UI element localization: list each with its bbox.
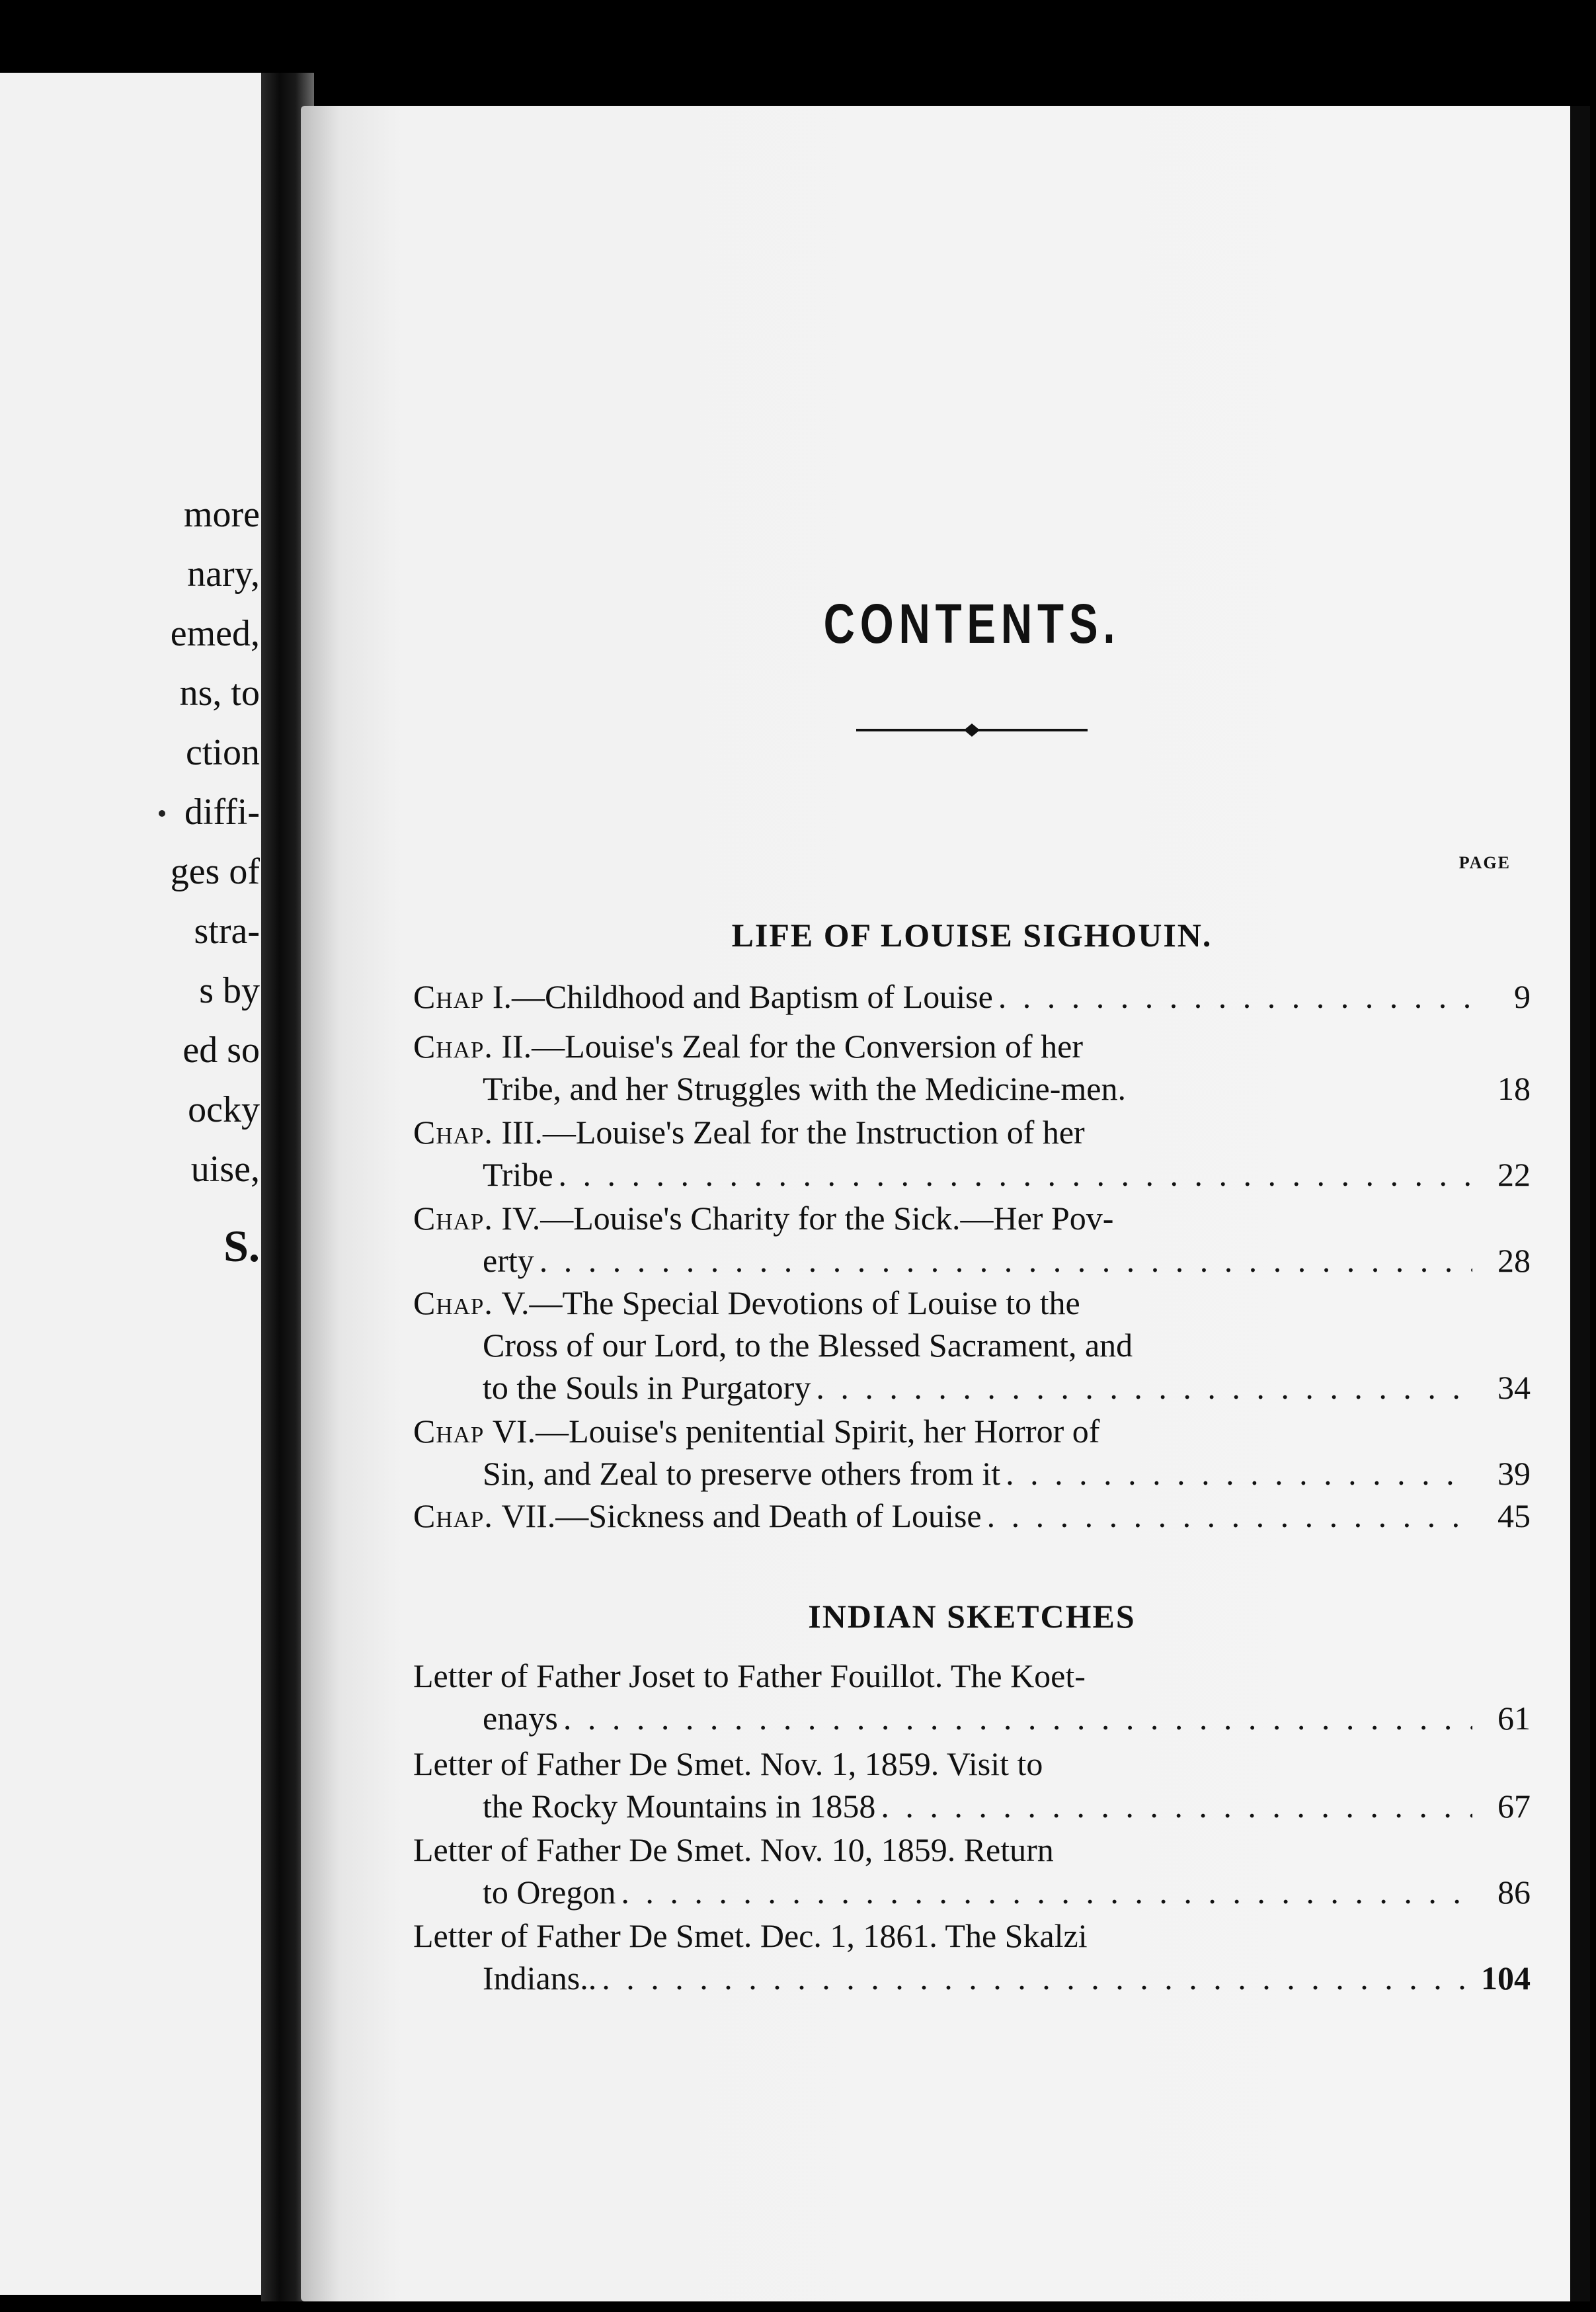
entry-title: V.—The Special Devotions of Louise to the <box>501 1284 1080 1321</box>
chapter-prefix: Chap. <box>413 1200 493 1237</box>
toc-entry[interactable] <box>413 1025 1531 1110</box>
section-heading: LIFE OF LOUISE SIGHOUIN. <box>731 917 1213 954</box>
entry-title: Letter of Father De Smet. Nov. 1, 1859. Visit to <box>413 1745 1043 1782</box>
chapter-prefix: Chap. <box>413 1497 493 1534</box>
leader-dots <box>881 1785 1472 1827</box>
left-page-text: S. <box>223 1221 260 1271</box>
contents-page <box>301 106 1574 2301</box>
entry-title-continued: Indians.. <box>483 1960 597 1997</box>
left-page-text: emed, <box>170 613 260 654</box>
toc-entry[interactable] <box>413 1111 1531 1196</box>
toc-entry[interactable] <box>413 1829 1531 1913</box>
leader-dots <box>539 1239 1472 1282</box>
entry-title: Letter of Father De Smet. Dec. 1, 1861. The Skalzi <box>413 1917 1088 1954</box>
toc-entry[interactable] <box>413 1282 1531 1409</box>
entry-title-continued: enays <box>483 1700 558 1737</box>
entry-title-continued: the Rocky Mountains in 1858 <box>483 1788 876 1825</box>
entry-title: III.—Louise's Zeal for the Instruction of her <box>501 1114 1085 1151</box>
left-page-text: more <box>183 494 260 535</box>
chapter-prefix: Chap <box>413 1413 485 1450</box>
toc-entry[interactable] <box>413 1197 1531 1282</box>
toc-entry[interactable] <box>413 1655 1531 1739</box>
entry-title-continued: erty <box>483 1242 534 1279</box>
toc-entry[interactable] <box>413 1743 1531 1827</box>
entry-title-continued: Sin, and Zeal to preserve others from it <box>483 1455 1001 1492</box>
entry-title: Letter of Father De Smet. Nov. 10, 1859. Return <box>413 1831 1054 1868</box>
entry-title: VI.—Louise's penitential Spirit, her Horror of <box>492 1413 1100 1450</box>
left-page-text: ns, to <box>179 673 260 714</box>
left-page-text: stra- <box>194 911 260 952</box>
page-number: 45 <box>1497 1497 1531 1534</box>
left-page-text: nary, <box>187 554 260 595</box>
page-number: 9 <box>1514 978 1531 1015</box>
leader-dots <box>1006 1452 1472 1495</box>
page-number: 22 <box>1497 1156 1531 1193</box>
page-number: 104 <box>1481 1960 1531 1997</box>
leader-dots <box>559 1153 1472 1196</box>
page-number: 86 <box>1497 1874 1531 1911</box>
leader-dots <box>563 1697 1472 1739</box>
page-number: 61 <box>1497 1700 1531 1737</box>
chapter-prefix: Chap. <box>413 1028 493 1065</box>
left-page-text: uise, <box>190 1149 260 1190</box>
entry-title: II.—Louise's Zeal for the Conversion of her <box>501 1028 1083 1065</box>
leader-dots <box>998 975 1472 1018</box>
left-page-text: ocky <box>188 1089 260 1130</box>
page-column-label: PAGE <box>1458 853 1511 872</box>
left-page-text: ction <box>186 732 260 773</box>
leader-dots <box>602 1957 1472 1999</box>
left-page-text: ed so <box>182 1030 260 1071</box>
leader-dots <box>987 1495 1472 1537</box>
entry-title-continued: to the Souls in Purgatory <box>483 1369 811 1406</box>
toc-entry[interactable] <box>413 1495 1531 1537</box>
entry-title: IV.—Louise's Charity for the Sick.—Her Pov- <box>501 1200 1114 1237</box>
entry-title: I.—Childhood and Baptism of Louise <box>492 978 993 1015</box>
toc-entry[interactable] <box>413 1915 1531 1999</box>
page-title: CONTENTS. <box>823 593 1121 655</box>
leader-dots <box>816 1366 1472 1409</box>
entry-title: Letter of Father Joset to Father Fouillot. The Koet- <box>413 1657 1086 1694</box>
left-page-text: diffi- <box>184 792 260 833</box>
entry-title: VII.—Sickness and Death of Louise <box>501 1497 982 1534</box>
page-number: 39 <box>1497 1455 1531 1492</box>
entry-title-continued: to Oregon <box>483 1874 616 1911</box>
chapter-prefix: Chap. <box>413 1114 493 1151</box>
left-page-text: s by <box>199 970 260 1011</box>
section-heading: INDIAN SKETCHES <box>808 1598 1136 1635</box>
page-number: 67 <box>1497 1788 1531 1825</box>
divider-ornament <box>856 721 1088 739</box>
toc-entry[interactable] <box>413 1410 1531 1495</box>
entry-title-continued: Cross of our Lord, to the Blessed Sacrament, and <box>483 1327 1133 1364</box>
chapter-prefix: Chap. <box>413 1284 493 1321</box>
page-number: 18 <box>1497 1070 1531 1107</box>
page-number: 28 <box>1497 1242 1531 1279</box>
toc-entry[interactable] <box>413 975 1531 1018</box>
entry-title-continued: Tribe, and her Struggles with the Medicine-men. <box>483 1070 1126 1107</box>
previous-page <box>0 73 268 2295</box>
page-edge-shadow <box>1570 106 1590 2301</box>
left-page-text: ges of <box>170 851 260 892</box>
leader-dots <box>621 1871 1472 1913</box>
page-number: 34 <box>1497 1369 1531 1406</box>
entry-title-continued: Tribe <box>483 1156 553 1193</box>
ink-speck <box>159 810 165 817</box>
chapter-prefix: Chap <box>413 978 485 1015</box>
